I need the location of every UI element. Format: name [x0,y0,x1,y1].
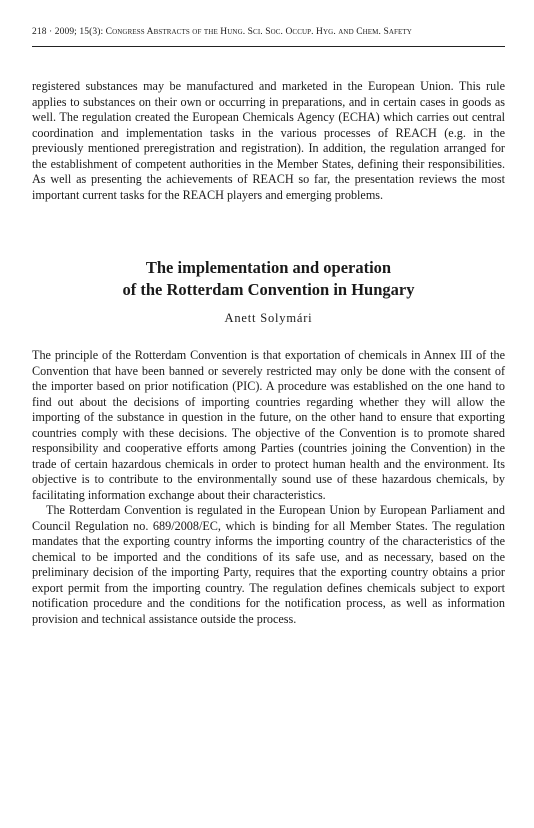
article-title [32,257,505,301]
body-paragraph-1: The principle of the Rotterdam Convention is that exportation of chemicals in Annex III of the Convention that have been banned or severely restricted may only be done with the consent of the importer based on prior notification (PIC). A procedure was established on the one hand to find out about the decisions of importing countries regarding whether they will allow the importing of the substance in question in the future, on the other hand to ensure that exporting countries comply with these decisions. The objective of the Convention is to promote shared responsibility and cooperative efforts among Parties (countries joining the Convention) in the trade of certain hazardous chemicals in order to protect human health and the environment. Its objective is to contribute to the environmentally sound use of these hazardous chemicals, by facilitating information exchange about their characteristics. [32,348,505,502]
article-title-line-1: The implementation and operation [145,258,392,277]
header-rule [32,46,505,47]
body-paragraph-2: The Rotterdam Convention is regulated in the European Union by European Parliament and Council Regulation no. 689/2008/EC, which is binding for all Member States. The regulation mandates that the exporting country informs the importing country of the characteristics of the chemical to be imported and the conditions of its safe use, and as necessary, based on the preliminary decision of the importing Party, requires that the exporting country obtains a prior export permit from the importing country. The regulation defines chemicals subject to export notification procedure and the conditions for the notification process, as well as information provision and technical assistance outside the process. [32,503,505,626]
article-author: Anett Solymári [224,311,313,325]
intro-section [32,79,505,203]
article-body [32,348,505,627]
running-header: 218 · 2009; 15(3): Congress Abstracts of the Hung. Sci. Soc. Occup. Hyg. and Chem. Safety [32,27,412,37]
intro-paragraph: registered substances may be manufactured and marketed in the European Union. This rule applies to substances on their own or occurring in preparations, and in certain cases in goods as well. The regulation created the European Chemicals Agency (ECHA) which carries out central coordination and implementation tasks in the various processes of REACH (e.g. in the previously mentioned preregistration and registration). In addition, the regulation arranged for the establishment of competent authorities in the Member States, defining their responsibilities. As well as presenting the achievements of REACH so far, the presentation reviews the most important current tasks for the REACH players and emerging problems. [32,79,505,202]
article-title-line-2: of the Rotterdam Convention in Hungary [122,280,415,299]
